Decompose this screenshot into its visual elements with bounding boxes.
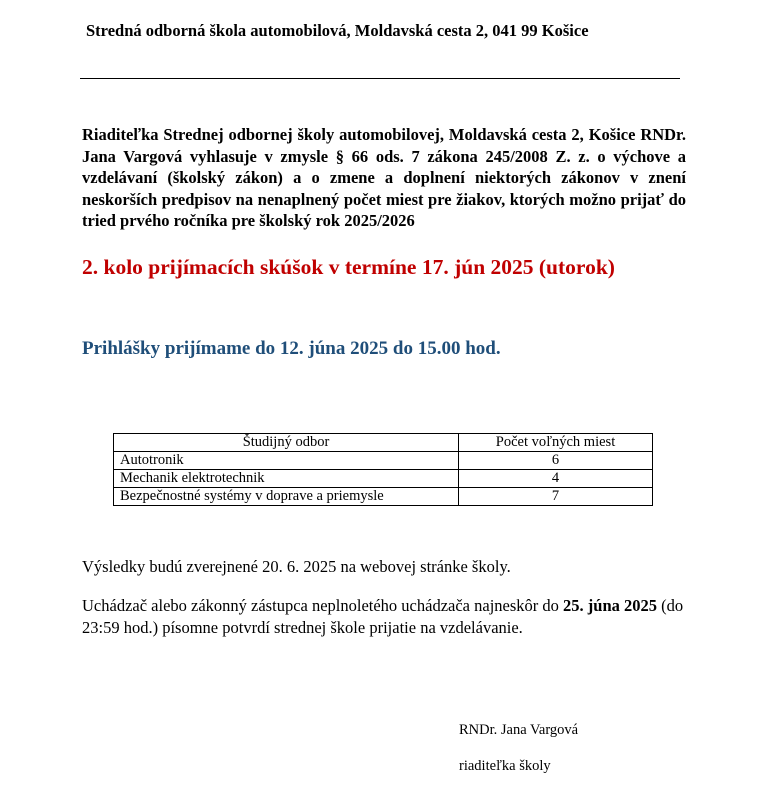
confirmation-text-start: Uchádzač alebo zákonný zástupca neplnoletého uchádzača najneskôr do: [82, 596, 564, 615]
field-name-cell: Bezpečnostné systémy v doprave a priemysle: [114, 488, 459, 506]
table-row: [114, 488, 653, 506]
column-header-count: Počet voľných miest: [459, 434, 653, 452]
table-row: [114, 470, 653, 488]
signature-name: RNDr. Jana Vargová: [459, 722, 579, 738]
confirmation-text-end: (do 23:59 hod.) písomne potvrdí strednej škole prijatie na vzdelávanie.: [82, 596, 684, 637]
confirmation-date: 25. júna 2025: [563, 596, 658, 615]
field-name-cell: Autotronik: [114, 452, 459, 470]
exam-round-title: 2. kolo prijímacích skúšok v termíne 17. jún 2025 (utorok): [82, 255, 615, 279]
table-row: [114, 452, 653, 470]
header-divider: [80, 78, 680, 79]
column-header-field: Študijný odbor: [114, 434, 459, 452]
field-name-cell: Mechanik elektrotechnik: [114, 470, 459, 488]
signature-role: riaditeľka školy: [459, 758, 551, 774]
table-header-row: [114, 434, 653, 452]
vacancy-count-cell: 7: [459, 488, 653, 506]
school-header: Stredná odborná škola automobilová, Moldavská cesta 2, 041 99 Košice: [86, 21, 589, 40]
confirmation-notice: [82, 595, 692, 639]
results-notice: Výsledky budú zverejnené 20. 6. 2025 na webovej stránke školy.: [82, 557, 511, 576]
application-deadline: Prihlášky prijímame do 12. júna 2025 do 15.00 hod.: [82, 338, 501, 359]
vacancy-count-cell: 4: [459, 470, 653, 488]
vacancy-count-cell: 6: [459, 452, 653, 470]
announcement-intro: Riaditeľka Strednej odbornej školy automobilovej, Moldavská cesta 2, Košice RNDr. Jana Vargová vyhlasuje v zmysle § 66 ods. 7 zákona 245/2008 Z. z. o výchove a vzdelávaní (školský zákon) a o zmene a doplnení niektorých zákonov v znení neskorších predpisov na nenaplnený počet miest pre žiakov, ktorých možno prijať do tried prvého ročníka pre školský rok 2025/2026: [82, 125, 686, 230]
vacancies-table: [113, 433, 653, 506]
